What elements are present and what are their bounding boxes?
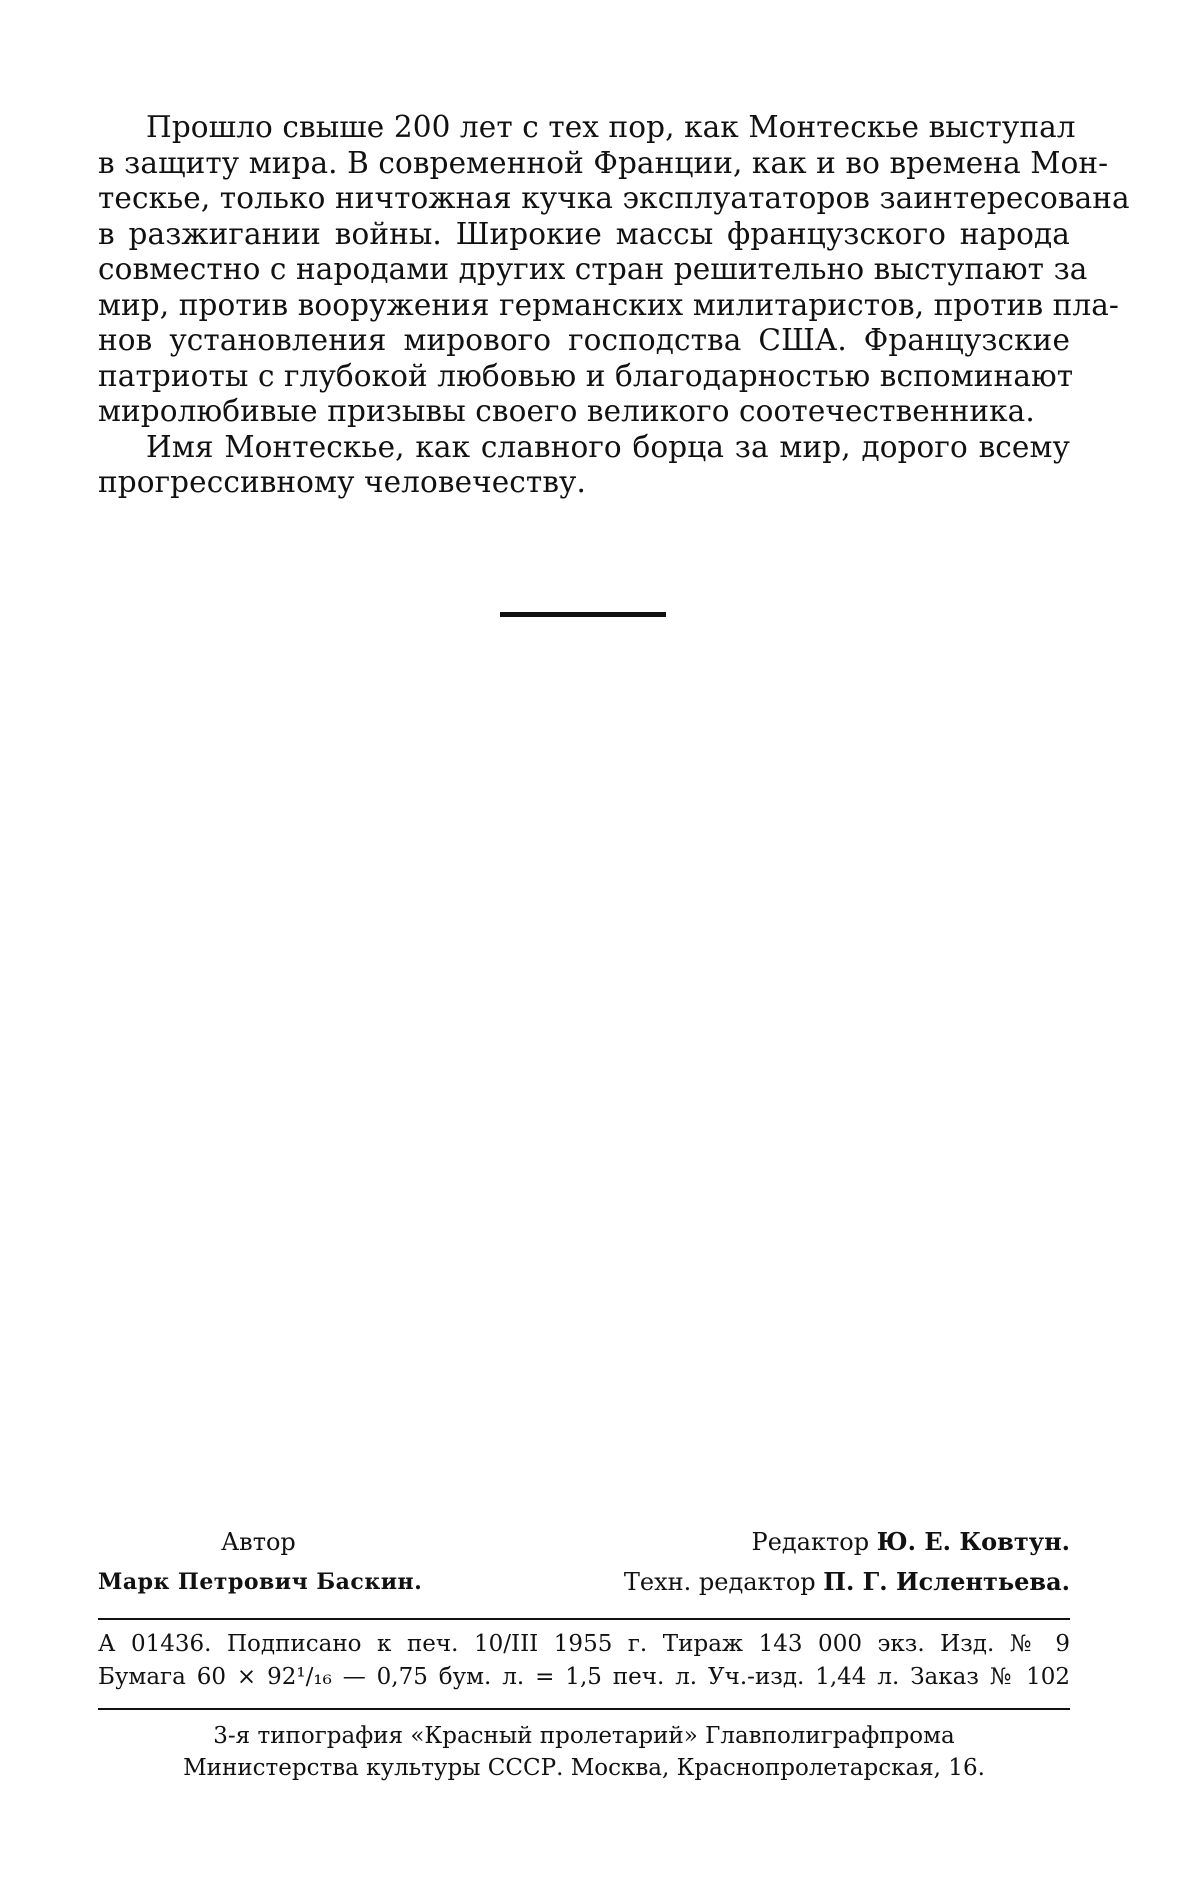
text-line: прогрессивному человечеству. xyxy=(98,465,586,499)
text-line: совместно с народами других стран решительно выступают за xyxy=(98,252,1088,286)
text-line: нов установления мирового господства США. Французские xyxy=(98,323,1070,357)
author-label: Автор xyxy=(221,1528,296,1556)
tech-editor-credit xyxy=(624,1562,1070,1602)
editor-credit xyxy=(752,1522,1070,1562)
text-line: мир, против вооружения германских милитаристов, против пла- xyxy=(98,287,1119,322)
text-line: патриоты с глубокой любовью и благодарностью вспоминают xyxy=(98,358,1074,393)
tech-editor-label: Техн. редактор xyxy=(623,1568,816,1596)
text-line: Прошло свыше 200 лет с тех пор, как Монтескье выступал xyxy=(146,110,1076,144)
section-divider xyxy=(500,612,666,617)
printer-line: 3-я типография «Красный пролетарий» Главполиграфпрома xyxy=(213,1723,955,1749)
text-line: миролюбивые призывы своего великого соотечественника. xyxy=(98,394,1035,428)
editor-name: Ю. Е. Ковтун. xyxy=(876,1527,1070,1556)
printer-line: Министерства культуры СССР. Москва, Краснопролетарская, 16. xyxy=(183,1755,985,1781)
author-name: Марк Петрович Баскин. xyxy=(98,1569,423,1595)
imprint-bottom-rule xyxy=(98,1708,1070,1710)
colophon-row xyxy=(98,1562,1070,1602)
imprint-line: А 01436. Подписано к печ. 10/III 1955 г. Тираж 143 000 экз. Изд. № 9 xyxy=(98,1631,1070,1657)
text-line: в разжигании войны. Широкие массы французского народа xyxy=(98,216,1070,251)
colophon-row xyxy=(98,1522,1070,1562)
imprint-line: Бумага 60 × 92¹/₁₆ — 0,75 бум. л. = 1,5 печ. л. Уч.-изд. 1,44 л. Заказ № 102 xyxy=(98,1664,1070,1690)
imprint-top-rule xyxy=(98,1618,1070,1620)
text-line: тескье, только ничтожная кучка эксплуататоров заинтересована xyxy=(98,181,1130,215)
colophon-credits xyxy=(98,1522,1070,1602)
text-line: в защиту мира. В современной Франции, как и во времена Мон- xyxy=(98,145,1109,180)
editor-label: Редактор xyxy=(751,1528,870,1556)
main-text xyxy=(98,110,1130,501)
tech-editor-name: П. Г. Ислентьева. xyxy=(823,1567,1070,1596)
imprint-block xyxy=(98,1628,1070,1694)
text-line: Имя Монтескье, как славного борца за мир, дорого всему xyxy=(146,429,1070,464)
printer-info xyxy=(98,1720,1070,1784)
